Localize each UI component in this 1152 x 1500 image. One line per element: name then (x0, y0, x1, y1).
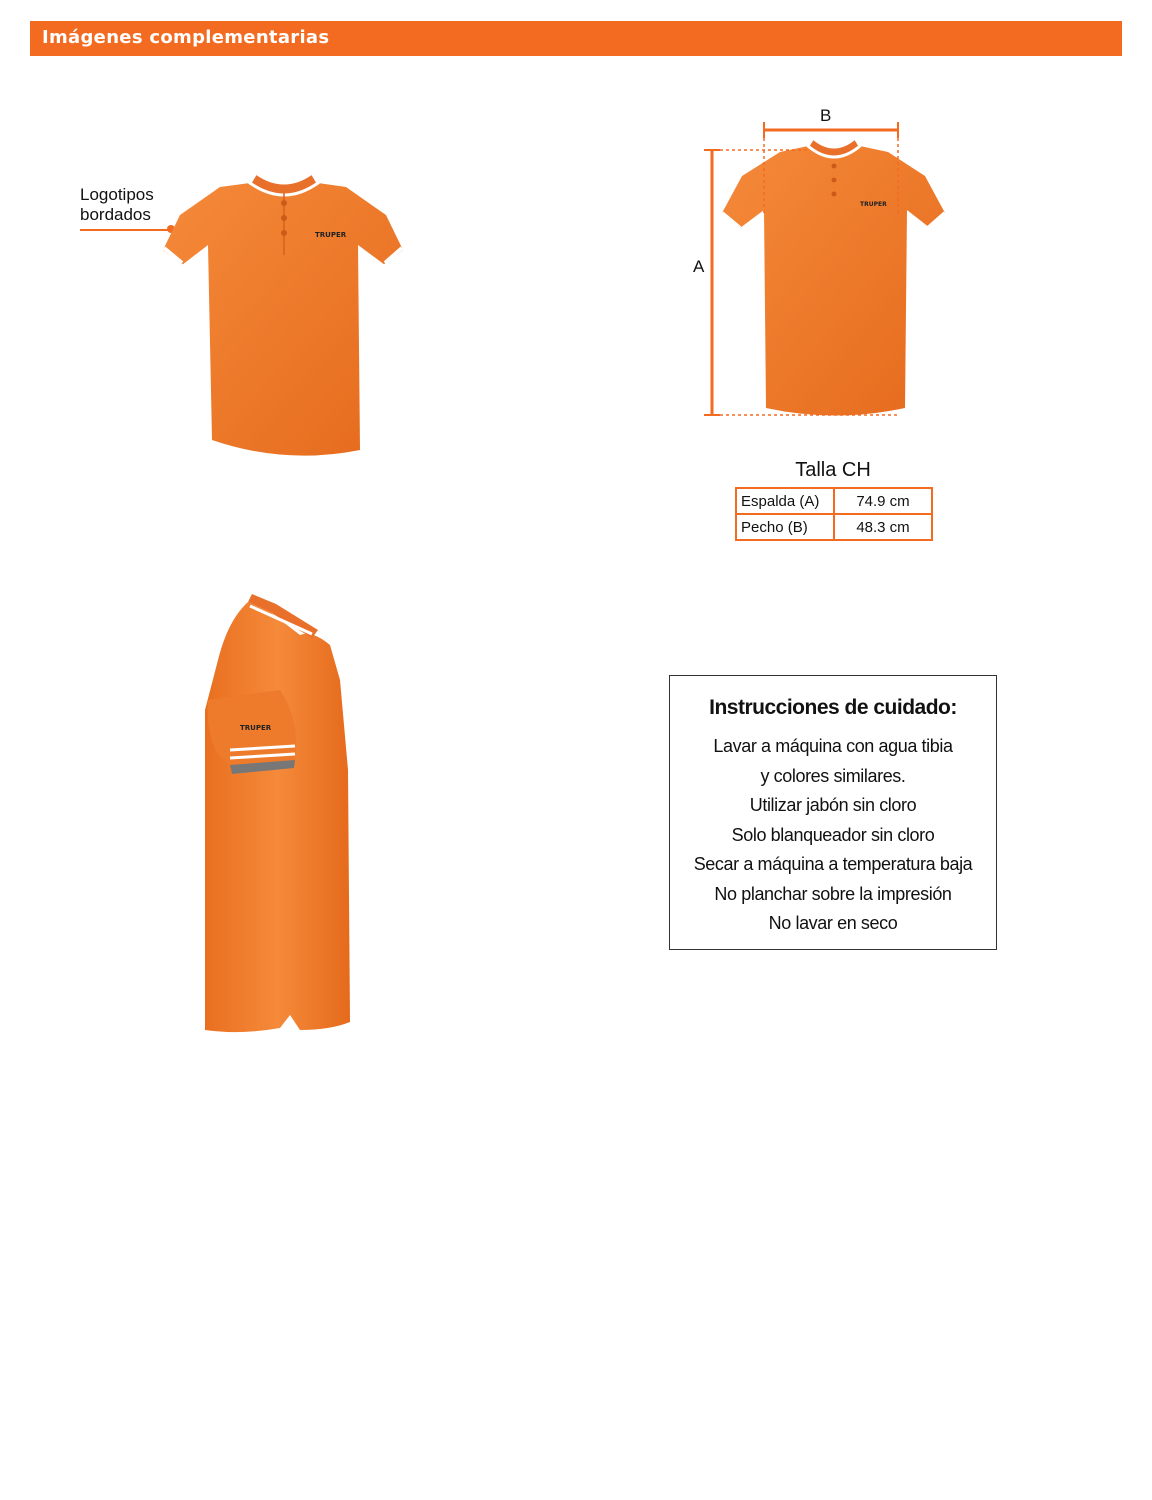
care-line: y colores similares. (760, 765, 906, 786)
brand-logo-front: TRUPER (315, 231, 347, 239)
table-row (736, 514, 932, 540)
embroidered-logos-callout (80, 185, 154, 225)
size-row-label: Pecho (B) (736, 514, 834, 540)
section-header (30, 21, 1122, 56)
care-instructions-box (669, 675, 997, 950)
dimension-a-label: A (693, 257, 705, 276)
care-line: No lavar en seco (768, 913, 898, 933)
polo-measurement-image (700, 118, 960, 428)
size-row-label: Espalda (A) (736, 488, 834, 514)
callout-leader-line (80, 229, 170, 231)
care-line: Secar a máquina a temperatura baja (693, 854, 973, 874)
care-line: Solo blanqueador sin cloro (731, 824, 935, 845)
care-line: Utilizar jabón sin cloro (749, 795, 917, 815)
callout-line-1: Logotipos (80, 185, 154, 204)
size-table (735, 487, 933, 541)
care-line: No planchar sobre la impresión (714, 883, 952, 904)
section-title: Imágenes complementarias (42, 27, 330, 48)
care-line: Lavar a máquina con agua tibia (713, 736, 953, 756)
brand-logo-measure: TRUPER (860, 201, 887, 208)
table-row (736, 488, 932, 514)
polo-side-image (200, 590, 360, 1040)
polo-front-image (160, 165, 410, 465)
size-row-value: 48.3 cm (834, 514, 932, 540)
brand-logo-sleeve: TRUPER (240, 724, 272, 732)
size-table-title: Talla CH (795, 459, 871, 481)
callout-line-2: bordados (80, 205, 151, 224)
size-row-value: 74.9 cm (834, 488, 932, 514)
care-title: Instrucciones de cuidado: (709, 696, 957, 719)
dimension-b-label: B (820, 106, 832, 125)
